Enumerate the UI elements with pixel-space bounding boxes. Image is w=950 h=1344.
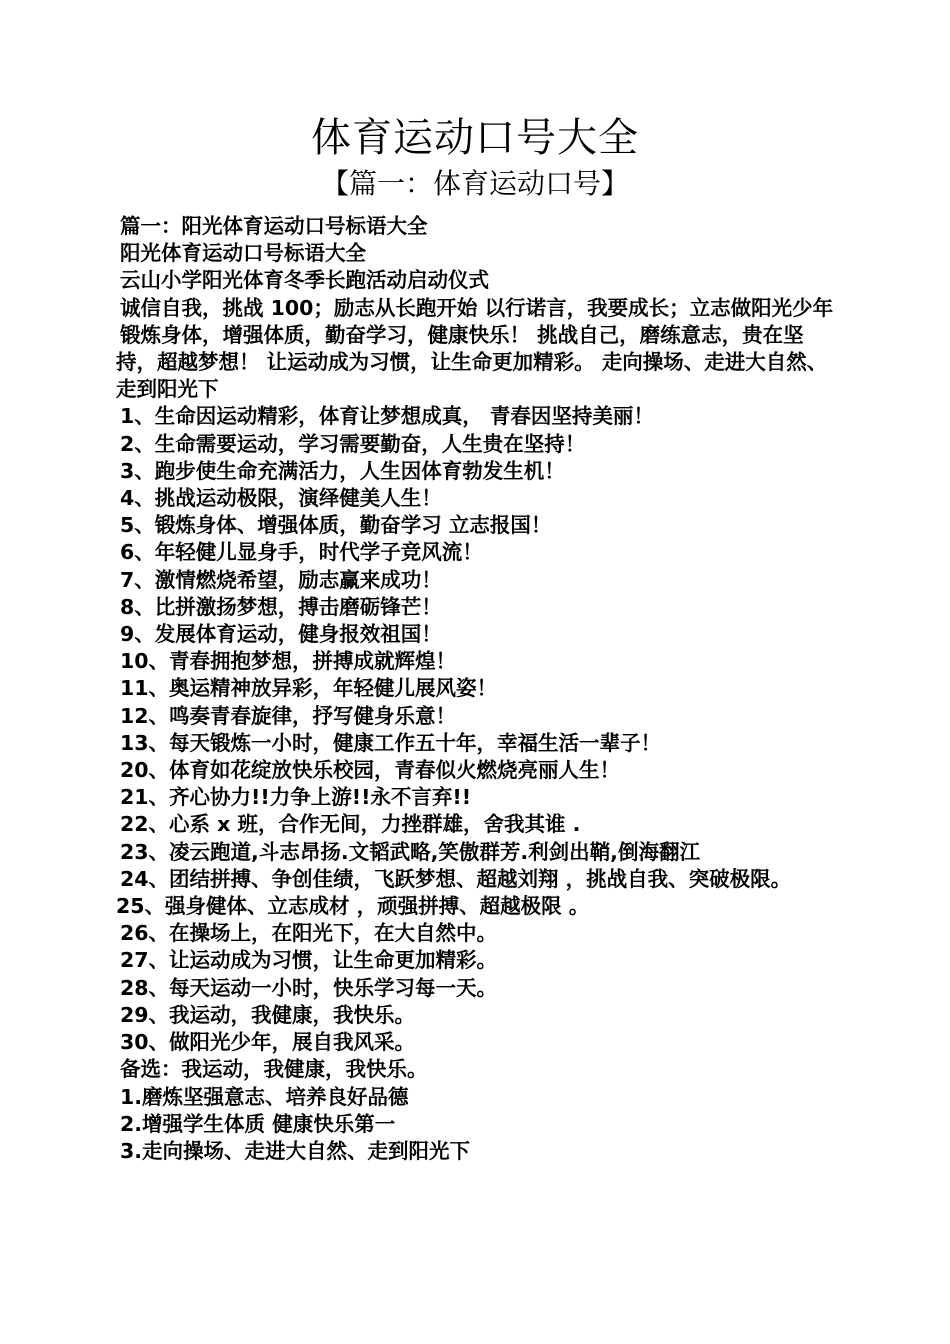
document-subtitle: 【篇一：体育运动口号】 [320,167,629,200]
slogan-item: 29、我运动，我健康，我快乐。 [120,1002,416,1027]
slogan-item: 13、每天锻炼一小时，健康工作五十年，幸福生活一辈子！ [120,730,662,755]
alternate-heading: 备选：我运动，我健康，我快乐。 [120,1057,428,1082]
slogan-item: 28、每天运动一小时，快乐学习每一天。 [120,975,498,1000]
slogan-item: 12、鸣奏青春旋律，抒写健身乐意！ [120,703,457,728]
slogan-item: 27、让运动成为习惯，让生命更加精彩。 [120,948,498,973]
text-line: 云山小学阳光体育冬季长跑活动启动仪式 [120,268,489,293]
text-line: 阳光体育运动口号标语大全 [120,241,366,266]
slogan-item: 3、跑步使生命充满活力，人生因体育勃发生机！ [120,458,565,483]
slogan-item: 22、心系 x 班，合作无间，力挫群雄，舍我其谁 . [120,812,581,837]
slogan-item: 30、做阳光少年，展自我风采。 [120,1030,416,1055]
slogan-item: 10、青春拥抱梦想，拼搏成就辉煌！ [120,649,457,674]
slogan-item: 7、激情燃烧希望，励志赢来成功！ [120,567,442,592]
alternate-item: 3.走向操场、走进大自然、走到阳光下 [120,1138,471,1163]
slogan-item: 20、体育如花绽放快乐校园，青春似火燃烧亮丽人生！ [120,758,621,783]
slogan-item: 24、团结拼搏、争创佳绩，飞跃梦想、超越刘翔 ，挑战自我、突破极限。25、强身健体、立志成材 ，顽强拼搏、超越极限 。 [116,866,792,919]
text-paragraph: 诚信自我，挑战 100；励志从长跑开始 以行诺言，我要成长；立志做阳光少年 [120,295,834,320]
text-paragraph: 锻炼身体，增强体质，勤奋学习，健康快乐！ 挑战自己，磨练意志，贵在坚持，超越梦想！ 让运动成为习惯，让生命更加精彩。 走向操场、走进大自然、走到阳光下 [116,322,828,402]
alternate-item: 1.磨炼坚强意志、培养良好品德 [120,1084,409,1109]
slogan-item: 1、生命因运动精彩，体育让梦想成真， 青春因坚持美丽！ [120,404,654,429]
section-heading: 篇一：阳光体育运动口号标语大全 [120,214,428,238]
document-title: 体育运动口号大全 [311,115,639,161]
alternate-item: 2.增强学生体质 健康快乐第一 [120,1111,396,1136]
slogan-item: 9、发展体育运动，健身报效祖国！ [120,622,442,647]
slogan-item: 8、比拼激扬梦想，搏击磨砺锋芒！ [120,594,442,619]
slogan-item: 6、年轻健儿显身手，时代学子竞风流！ [120,540,483,565]
slogan-item: 11、奥运精神放异彩，年轻健儿展风姿！ [120,676,498,701]
slogan-item: 21、齐心协力!!力争上游!!永不言弃!! [120,785,472,810]
document-body [116,213,836,1165]
slogan-item: 2、生命需要运动，学习需要勤奋，人生贵在坚持！ [120,431,586,456]
slogan-item: 5、锻炼身体、增强体质，勤奋学习 立志报国！ [120,513,552,538]
slogan-item: 26、在操场上，在阳光下，在大自然中。 [120,921,498,946]
slogan-item: 23、凌云跑道,斗志昂扬.文韬武略,笑傲群芳.利剑出鞘,倒海翻江 [120,839,700,864]
slogan-item: 4、挑战运动极限，演绎健美人生！ [120,486,442,511]
